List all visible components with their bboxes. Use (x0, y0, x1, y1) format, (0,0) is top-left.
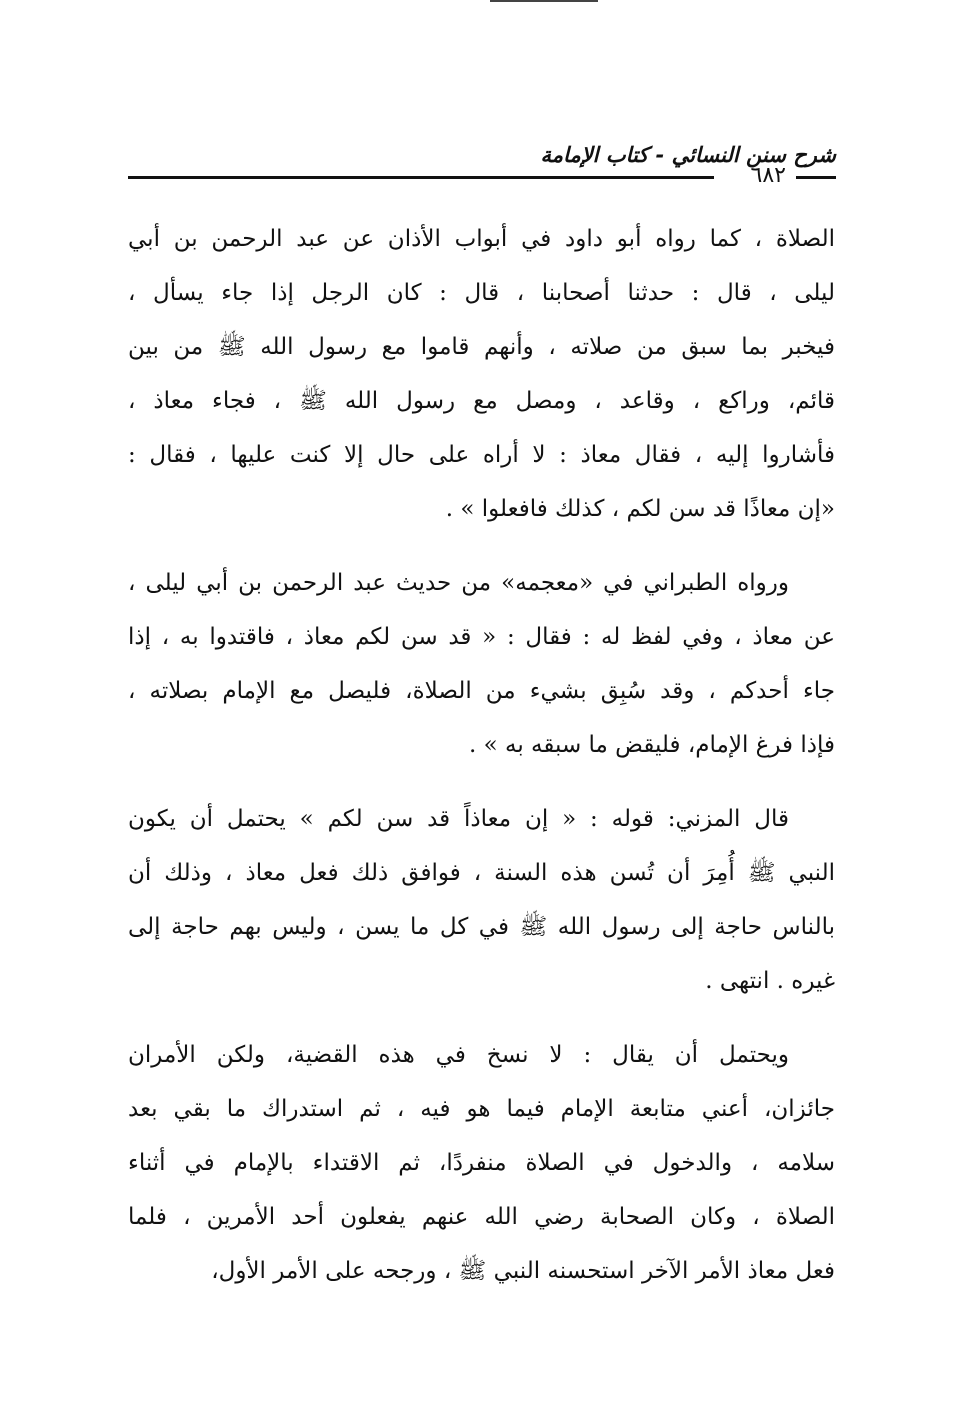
text-line: غيره . انتهى . (705, 968, 835, 994)
text-line: فإذا فرغ الإمام، فليقض ما سبقه به » . (468, 732, 835, 758)
paragraph (128, 556, 835, 772)
page-number-dash (796, 176, 836, 179)
text-line: فأشاروا إليه ، فقال معاذ : لا أراه على حال إلا كنت عليها ، فقال : (128, 442, 835, 468)
page-header (128, 140, 836, 190)
text-line: سلامه ، والدخول في الصلاة منفردًا، ثم الاقتداء بالإمام في أثناء (128, 1150, 835, 1176)
text-line: النبي ﷺ أُمِرَ أن تُسن هذه السنة ، فوافق ذلك فعل معاذ ، وذلك أن (128, 860, 835, 886)
text-line: ويحتمل أن يقال : لا نسخ في هذه القضية، ولكن الأمران (128, 1042, 789, 1068)
text-line: جاء أحدكم ، وقد سُبِق بشيء من الصلاة، فليصل مع الإمام بصلاته ، (128, 678, 835, 704)
paragraph (128, 792, 835, 1008)
text-line: «إن معاذًا قد سن لكم ، كذلك فافعلوا » . (445, 496, 835, 522)
text-line: ورواه الطبراني في «معجمه» من حديث عبد الرحمن بن أبي ليلى ، (128, 570, 789, 596)
text-line: فيخبر بما سبق من صلاته ، وأنهم قاموا مع رسول الله ﷺ من بين (128, 334, 835, 360)
running-title: شرح سنن النسائي - كتاب الإمامة (540, 143, 836, 167)
text-line: الصلاة ، وكان الصحابة رضي الله عنهم يفعلون أحد الأمرين ، فلما (128, 1204, 835, 1230)
body-text (128, 212, 835, 1318)
text-line: قائم، وراكع ، وقاعد ، ومصل مع رسول الله ﷺ ، فجاء معاذ ، (128, 388, 835, 414)
paragraph (128, 212, 835, 536)
header-rule (128, 176, 714, 179)
text-line: الصلاة ، كما رواه أبو داود في أبواب الأذان عن عبد الرحمن بن أبي (128, 226, 835, 252)
text-line: فعل معاذ الأمر الآخر استحسنه النبي ﷺ ، ورجحه على الأمر الأول، (211, 1258, 835, 1284)
text-line: عن معاذ ، وفي لفظ له : فقال : « قد سن لكم معاذ ، فاقتدوا به ، إذا (128, 624, 835, 650)
page-number: ٦٨٢ (750, 163, 786, 188)
paragraph (128, 1028, 835, 1298)
text-line: بالناس حاجة إلى رسول الله ﷺ في كل ما يسن ، وليس بهم حاجة إلى (128, 914, 835, 940)
text-line: قال المزني: قوله : « إن معاذاً قد سن لكم » يحتمل أن يكون (128, 806, 789, 832)
page-top-mark (490, 0, 598, 2)
text-line: ليلى ، قال : حدثنا أصحابنا ، قال : كان الرجل إذا جاء يسأل ، (128, 280, 835, 306)
text-line: جائزان، أعني متابعة الإمام فيما هو فيه ، ثم استدراك ما بقي بعد (128, 1096, 835, 1122)
